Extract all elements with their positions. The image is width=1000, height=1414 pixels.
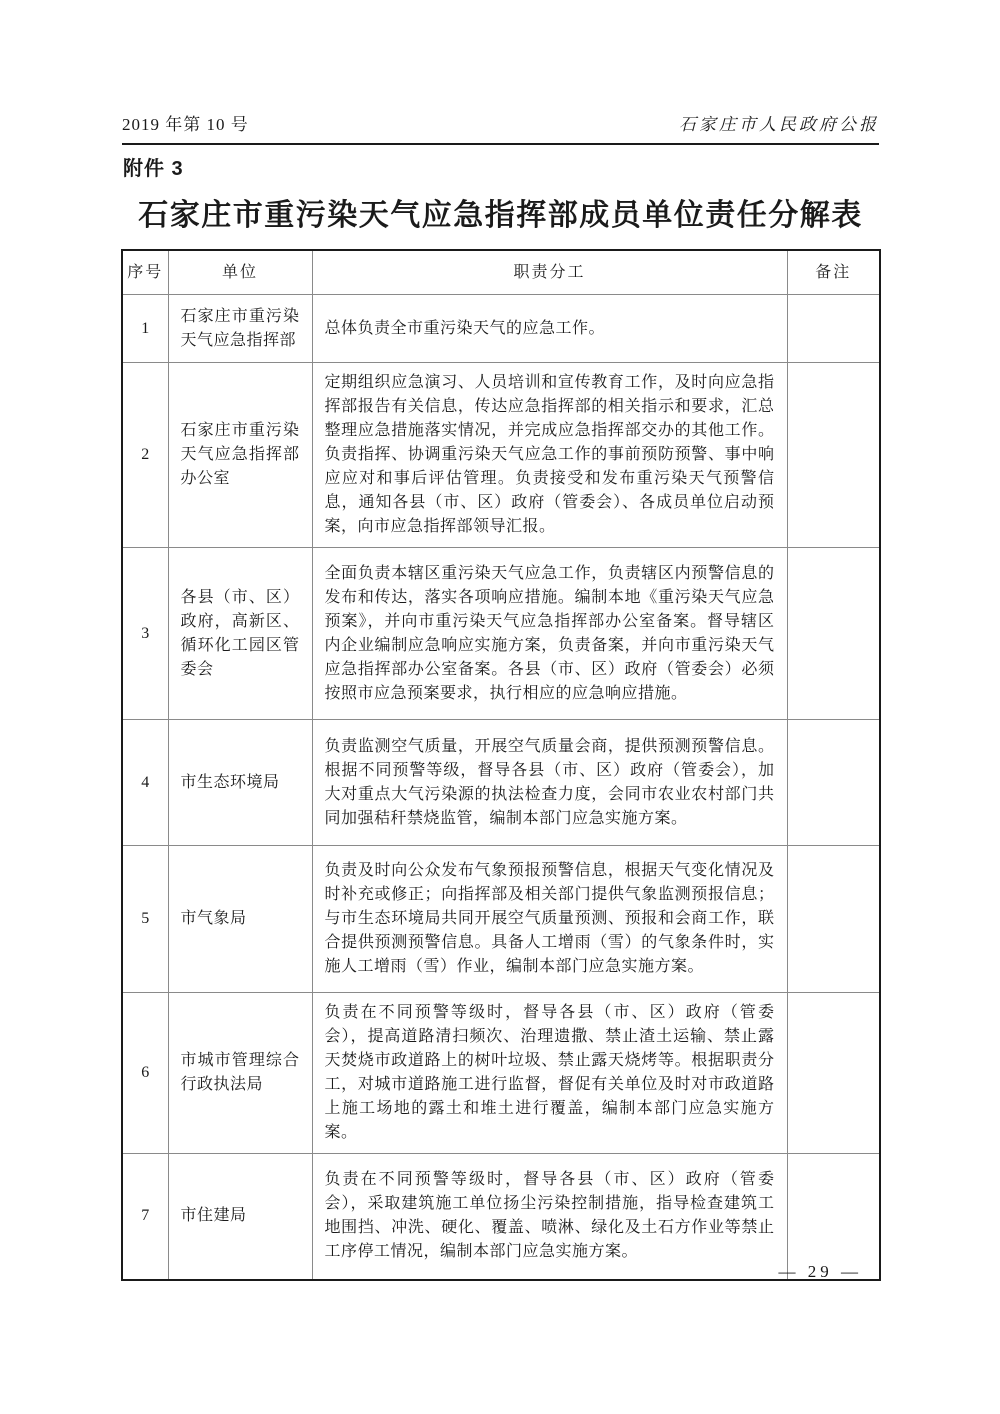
duty-cell: 负责在不同预警等级时，督导各县（市、区）政府（管委会），采取建筑施工单位扬尘污染控制措施，指导检查建筑工地围挡、冲洗、硬化、覆盖、喷淋、绿化及土石方作业等禁止工序停工情况，编制本部门应急实施方案。 — [312, 1154, 787, 1280]
duty-cell: 总体负责全市重污染天气的应急工作。 — [312, 295, 787, 363]
remark-cell — [787, 846, 880, 993]
attachment-label: 附件 3 — [123, 158, 184, 180]
doc-title: 石家庄市重污染天气应急指挥部成员单位责任分解表 — [138, 199, 863, 232]
running-header — [122, 110, 879, 145]
duty-cell: 负责在不同预警等级时，督导各县（市、区）政府（管委会），提高道路清扫频次、治理遗撒、禁止渣土运输、禁止露天焚烧市政道路上的树叶垃圾、禁止露天烧烤等。根据职责分工，对城市道路施工进行监督，督促有关单位及时对市政道路上施工场地的露土和堆土进行覆盖，编制本部门应急实施方案。 — [312, 993, 787, 1154]
table-row — [122, 993, 880, 1154]
column-header-unit: 单位 — [168, 250, 312, 295]
table-header-row — [122, 250, 880, 295]
issue-number: 2019 年第 10 号 — [122, 115, 249, 134]
row-number-cell: 7 — [122, 1154, 168, 1280]
table-row — [122, 720, 880, 846]
gazette-name: 石家庄市人民政府公报 — [679, 115, 879, 134]
column-header-remark: 备注 — [787, 250, 880, 295]
table-row — [122, 363, 880, 548]
duty-cell: 负责监测空气质量，开展空气质量会商，提供预测预警信息。根据不同预警等级，督导各县（市、区）政府（管委会），加大对重点大气污染源的执法检查力度，会同市农业农村部门共同加强秸秆禁烧监管，编制本部门应急实施方案。 — [312, 720, 787, 846]
remark-cell — [787, 548, 880, 720]
unit-cell: 市生态环境局 — [168, 720, 312, 846]
duty-cell: 定期组织应急演习、人员培训和宣传教育工作，及时向应急指挥部报告有关信息，传达应急指挥部的相关指示和要求，汇总整理应急措施落实情况，并完成应急指挥部交办的其他工作。负责指挥、协调重污染天气应急工作的事前预防预警、事中响应应对和事后评估管理。负责接受和发布重污染天气预警信息，通知各县（市、区）政府（管委会）、各成员单位启动预案，向市应急指挥部领导汇报。 — [312, 363, 787, 548]
unit-cell: 市城市管理综合行政执法局 — [168, 993, 312, 1154]
row-number-cell: 3 — [122, 548, 168, 720]
column-header-duty: 职责分工 — [312, 250, 787, 295]
unit-cell: 石家庄市重污染天气应急指挥部办公室 — [168, 363, 312, 548]
duty-cell: 负责及时向公众发布气象预报预警信息，根据天气变化情况及时补充或修正；向指挥部及相关部门提供气象监测预报信息；与市生态环境局共同开展空气质量预测、预报和会商工作，联合提供预测预警信息。具备人工增雨（雪）的气象条件时，实施人工增雨（雪）作业，编制本部门应急实施方案。 — [312, 846, 787, 993]
unit-cell: 市气象局 — [168, 846, 312, 993]
table-row — [122, 846, 880, 993]
column-header-no: 序号 — [122, 250, 168, 295]
remark-cell — [787, 363, 880, 548]
responsibility-table — [121, 249, 881, 1281]
duty-cell: 全面负责本辖区重污染天气应急工作，负责辖区内预警信息的发布和传达，落实各项响应措施。编制本地《重污染天气应急预案》，并向市重污染天气应急指挥部办公室备案。督导辖区内企业编制应急响应实施方案，负责备案，并向市重污染天气应急指挥部办公室备案。各县（市、区）政府（管委会）必须按照市应急预案要求，执行相应的应急响应措施。 — [312, 548, 787, 720]
row-number-cell: 6 — [122, 993, 168, 1154]
row-number-cell: 1 — [122, 295, 168, 363]
unit-cell: 市住建局 — [168, 1154, 312, 1280]
table-row — [122, 295, 880, 363]
unit-cell: 石家庄市重污染天气应急指挥部 — [168, 295, 312, 363]
remark-cell — [787, 993, 880, 1154]
remark-cell — [787, 1154, 880, 1280]
row-number-cell: 2 — [122, 363, 168, 548]
table-row — [122, 548, 880, 720]
row-number-cell: 4 — [122, 720, 168, 846]
remark-cell — [787, 720, 880, 846]
unit-cell: 各县（市、区）政府，高新区、循环化工园区管委会 — [168, 548, 312, 720]
remark-cell — [787, 295, 880, 363]
table-row — [122, 1154, 880, 1280]
page-number: — 29 — — [778, 1262, 862, 1281]
row-number-cell: 5 — [122, 846, 168, 993]
